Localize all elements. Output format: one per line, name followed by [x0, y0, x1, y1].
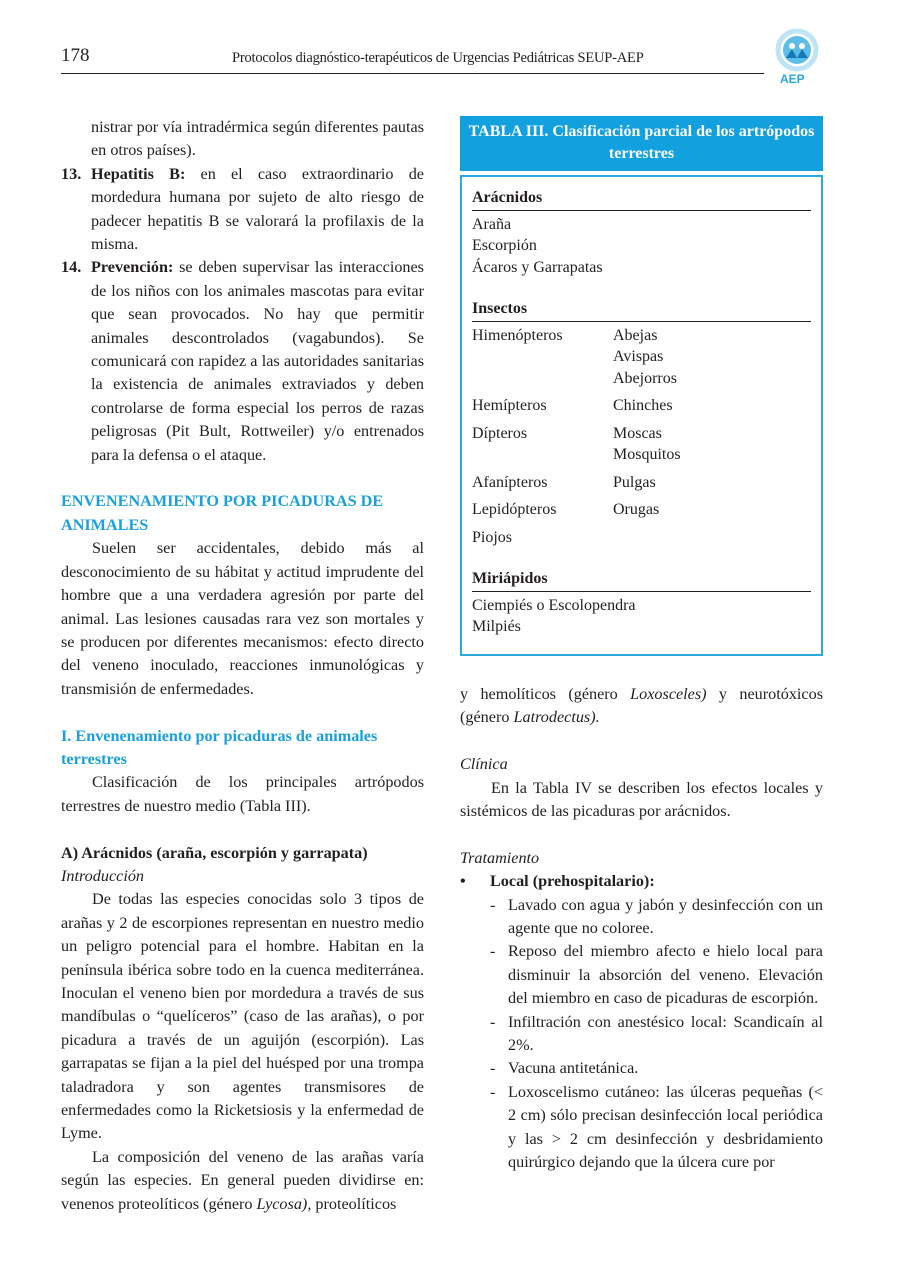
continuation-text: nistrar por vía intradérmica según diferentes pautas en otros países).: [91, 118, 424, 160]
table-row: [472, 527, 811, 549]
dash-text: Loxoscelismo cutáneo: las úlceras pequeñas (< 2 cm) sólo precisan desinfección local periódica y las > 2 cm desinfección y desbridamiento quirúrgico dejando que la úlcera cure por: [508, 1082, 823, 1172]
spacer: [472, 548, 811, 568]
bullet-icon: •: [460, 872, 466, 891]
text-run: y neurotóxicos (género: [460, 685, 823, 727]
item-text: se deben supervisar las interacciones de los niños con los animales mascotas para evitar que sean provocados. No hay que permitir animales descontrolados (vagabundos). Se comunicará con rapidez a las autoridades sanitarias la existencia de animales extraviados y deben controlarse de forma especial los perros de razas peligrosas (Pit Bult, Rottweiler) y/o entrenados para la defensa o el ataque.: [91, 258, 424, 464]
table-cell: Chinches: [613, 397, 673, 414]
item-text: en el caso extraordinario de mordedura humana por sujeto de alto riesgo de padecer hepatitis B se valorará la profilaxis de la misma.: [91, 164, 424, 254]
table-cell: Abejorros: [613, 369, 677, 387]
table-cell: Milpiés: [472, 618, 521, 635]
table-cell-order: Lepidópteros: [472, 501, 557, 518]
table-row: [472, 395, 811, 417]
page-number: 178: [61, 45, 90, 66]
table-row: [472, 423, 811, 466]
table-section-aracnidos: Arácnidos: [472, 187, 811, 211]
table-cell: Ciempiés o Escolopendra: [472, 596, 636, 614]
numbered-item-13: [61, 163, 424, 257]
section-paragraph: Suelen ser accidentales, debido más al desconocimiento de su hábitat y actitud imprudente del hombre que a una verdadera agresión por parte del animal. Las lesiones causadas rara vez son mortales y se producen por diferentes mecanismos: efecto directo del veneno inoculado, reacciones inmunológicas y transmisión de enfermedades.: [61, 539, 424, 698]
item-body: [91, 256, 424, 467]
table-cell: Moscas: [613, 424, 662, 442]
table-row: [472, 325, 811, 390]
table-title: TABLA III. Clasificación parcial de los artrópodos terrestres: [460, 116, 823, 171]
table-cell: Abejas: [613, 326, 658, 344]
section-heading: ENVENENAMIENTO POR PICADURAS DE ANIMALES: [61, 492, 384, 534]
table-cell: Orugas: [613, 501, 660, 518]
table-row: [472, 472, 811, 494]
spacer: [472, 278, 811, 298]
table-cell: Mosquitos: [613, 446, 681, 463]
table-body: [460, 175, 823, 656]
numbered-item-14: [61, 256, 424, 467]
spacer: [61, 467, 424, 490]
item-number: 13.: [61, 164, 82, 183]
intro-paragraph-2: [61, 1146, 424, 1216]
aep-logo-label: AEP: [780, 72, 805, 86]
subsection-heading: I. Envenenamiento por picaduras de animales terrestres: [61, 726, 378, 768]
table-cell-order: Dípteros: [472, 424, 528, 442]
dash-icon: -: [490, 895, 496, 914]
intro-paragraph-1: De todas las especies conocidas solo 3 tipos de arañas y 2 de escorpiones representan en nuestro medio un peligro potencial para el hombre. Habitan en la península ibérica sobre todo en la cuenca mediterránea. Inoculan el veneno bien por mordedura a través de sus mandíbulas o “quelíceros” (caso de las arañas), o por picadura a través de un aguijón (escorpión). Las garrapatas se fijan a la piel del huésped por una trompa taladradora y son agentes transmisores de enfermedades como la Ricketsiosis y la enfermedad de Lyme.: [61, 890, 424, 1143]
bullet-title: Local (prehospitalario):: [490, 872, 655, 891]
dash-item: [460, 1081, 823, 1175]
dash-text: Vacuna antitetánica.: [508, 1059, 639, 1078]
table-cell-order: Hemípteros: [472, 397, 547, 414]
genus-italic: Loxosceles): [630, 685, 707, 703]
subsection-paragraph: Clasificación de los principales artrópodos terrestres de nuestro medio (Tabla III).: [61, 773, 424, 815]
table-section-insectos: Insectos: [472, 298, 811, 322]
table-cell: Escorpión: [472, 237, 537, 254]
genus-italic: Latrodectus).: [513, 708, 600, 727]
table-cell: Avispas: [613, 348, 664, 365]
table-cell-order: Afanípteros: [472, 473, 548, 491]
continuation-paragraph: [460, 683, 823, 730]
tratamiento-label: Tratamiento: [460, 848, 540, 867]
table-cell-examples: [613, 472, 811, 494]
item-body: [91, 163, 424, 257]
bullet-item-local: [460, 870, 823, 893]
dash-item: [460, 894, 823, 941]
running-title: Protocolos diagnóstico-terapéuticos de Urgencias Pediátricas SEUP-AEP: [232, 50, 644, 66]
text-run: y hemolíticos (género: [460, 685, 631, 703]
spacer: [460, 730, 823, 753]
dash-icon: -: [490, 942, 496, 961]
text-run: proteolíticos: [311, 1194, 397, 1213]
spacer: [61, 818, 424, 841]
table-cell-examples: [613, 527, 811, 549]
table-cell-examples: [613, 499, 811, 521]
table-cell: Ácaros y Garrapatas: [472, 258, 603, 276]
spacer: [61, 701, 424, 724]
item-title: Hepatitis B:: [91, 164, 186, 183]
item-title: Prevención:: [91, 258, 174, 277]
text-run: La composición del veneno de las arañas varía según las especies. En general pueden dividirse en: venenos proteolíticos (género: [61, 1147, 424, 1213]
clinica-label: Clínica: [460, 755, 508, 774]
table-section-miriapidos: Miriápidos: [472, 568, 811, 592]
table-cell-examples: [613, 395, 811, 417]
dash-text: Infiltración con anestésico local: Scandicaín al 2%.: [508, 1012, 823, 1055]
left-column: [61, 116, 424, 1216]
subsubsection-heading: A) Arácnidos (araña, escorpión y garrapata): [61, 843, 368, 862]
table-cell: Pulgas: [613, 473, 656, 491]
genus-italic: Lycosa),: [256, 1194, 312, 1213]
clinica-paragraph: En la Tabla IV se describen los efectos locales y sistémicos de las picaduras por arácnidos.: [460, 778, 823, 821]
intro-label: Introducción: [61, 866, 145, 885]
right-column: [460, 683, 823, 1175]
table-cell-examples: [613, 423, 811, 466]
table-cell-examples: [613, 325, 811, 390]
dash-icon: -: [490, 1059, 496, 1078]
item-number: 14.: [61, 258, 82, 277]
table-cell: Araña: [472, 215, 512, 233]
dash-text: Lavado con agua y jabón y desinfección con un agente que no coloree.: [508, 895, 823, 938]
header-rule: [61, 73, 764, 74]
table-row: [472, 499, 811, 521]
dash-item: [460, 1057, 823, 1080]
spacer: [460, 823, 823, 846]
dash-icon: -: [490, 1082, 496, 1101]
table-cell-order: Piojos: [472, 528, 513, 546]
dash-text: Reposo del miembro afecto e hielo local para disminuir la absorción del veneno. Elevación del miembro en caso de picaduras de escorpión.: [508, 942, 823, 1008]
dash-item: [460, 940, 823, 1010]
dash-icon: -: [490, 1012, 496, 1031]
table-cell-order: Himenópteros: [472, 326, 563, 344]
dash-item: [460, 1011, 823, 1058]
